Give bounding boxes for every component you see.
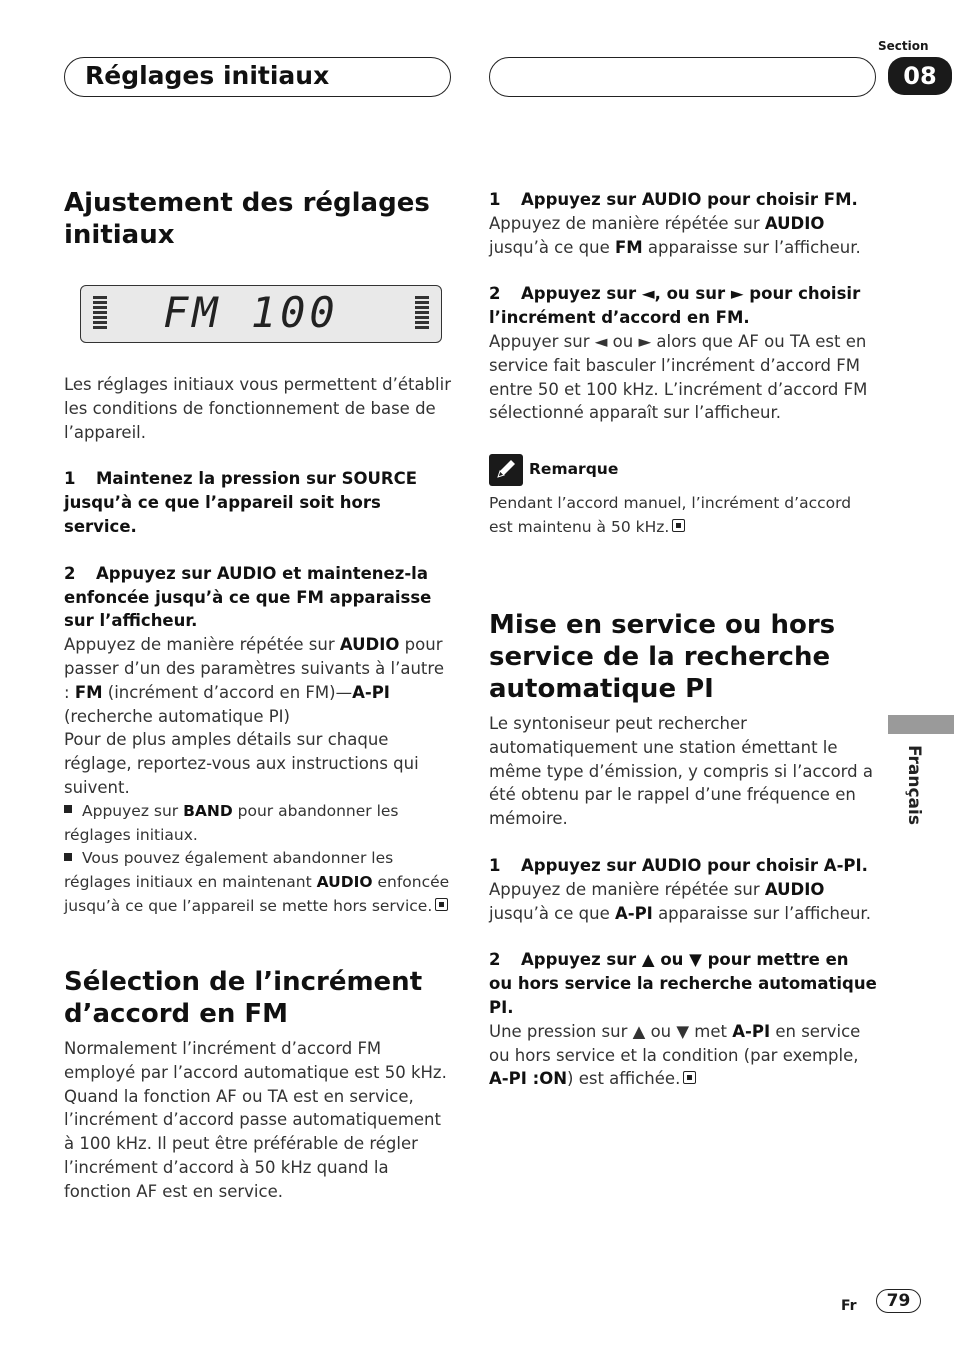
right-column-pi [489, 712, 877, 1091]
step-number: 1 [489, 855, 501, 875]
lcd-left-level-icon [91, 292, 111, 336]
end-square-icon [435, 898, 448, 911]
section-number-badge: 08 [888, 57, 952, 95]
text: Une pression sur ▲ ou ▼ met [489, 1021, 733, 1041]
lcd-text: FM 100 [163, 288, 339, 337]
end-square-icon [683, 1071, 696, 1084]
text: jusqu’à ce que [489, 903, 615, 923]
r-step-2-title [489, 282, 877, 330]
text: Vous pouvez également abandonner les réglages initiaux en maintenant [64, 849, 394, 892]
step-text: Appuyez sur AUDIO pour choisir FM. [521, 190, 858, 209]
lcd-display [80, 285, 442, 343]
note-header [489, 454, 789, 486]
text: ) est affichée. [567, 1069, 681, 1089]
step-2-paragraph-1 [64, 633, 452, 728]
heading-recherche-pi: Mise en service ou hors service de la recherche automatique PI [489, 610, 836, 704]
step-text: Maintenez la pression sur SOURCE jusqu’à ce que l’appareil soit hors service. [64, 469, 417, 536]
bullet-1 [64, 800, 452, 848]
text: pour passer d’un des paramètres suivants à l’autre : [64, 635, 444, 702]
keyword: AUDIO [764, 213, 825, 233]
keyword: AUDIO [764, 879, 825, 899]
bullet-square-icon [64, 805, 72, 813]
language-side-label: Français [904, 745, 924, 825]
keyword: FM [614, 237, 643, 257]
step-text: Appuyez sur ▲ ou ▼ pour mettre en ou hors service la recherche automatique PI. [489, 950, 877, 1017]
keyword: FM [74, 682, 103, 702]
keyword: A-PI [614, 903, 653, 923]
header-title-box [64, 57, 451, 97]
bullet-square-icon [64, 853, 72, 861]
r-step-1-paragraph [489, 212, 877, 260]
section-label: Section [878, 39, 929, 53]
pi-intro: Le syntoniseur peut rechercher automatiquement une station émettant le même type d’émission, y compris si l’accord a été obtenu par le rappel d’une fréquence en mémoire. [489, 714, 874, 829]
intro-paragraph: Les réglages initiaux vous permettent d’établir les conditions de fonctionnement de base de l’appareil. [64, 375, 452, 442]
text: (incrément d’accord en FM)— [102, 682, 353, 702]
lcd-right-level-icon [411, 292, 431, 336]
keyword: AUDIO [316, 873, 373, 892]
step-2-title [64, 562, 452, 633]
footer-lang-code: Fr [841, 1298, 857, 1314]
keyword: AUDIO [339, 635, 400, 655]
page-header-title: Réglages initiaux [85, 61, 330, 90]
bullet-2 [64, 847, 452, 918]
text: jusqu’à ce que [489, 237, 615, 257]
pencil-note-icon [489, 454, 523, 486]
step-2-paragraph-3: Pour de plus amples détails sur chaque réglage, reportez-vous aux instructions qui suivent. [64, 730, 419, 797]
text: Appuyez sur [82, 801, 184, 820]
note-label: Remarque [529, 460, 619, 478]
keyword: A-PI :ON [489, 1069, 568, 1089]
language-side-tab [888, 715, 954, 734]
note-text [489, 492, 877, 540]
step-text: Appuyez sur AUDIO et maintenez-la enfoncée jusqu’à ce que FM apparaisse sur l’afficheur. [64, 563, 432, 631]
text: apparaisse sur l’afficheur. [642, 237, 861, 257]
text: apparaisse sur l’afficheur. [652, 903, 871, 923]
heading-selection-increment: Sélection de l’incrément d’accord en FM [64, 967, 423, 1029]
text: (recherche automatique PI) [64, 706, 290, 726]
text: pour abandonner les réglages initiaux. [64, 801, 399, 844]
end-square-icon [672, 519, 685, 532]
step-text: Appuyez sur ◄, ou sur ► pour choisir l’incrément d’accord en FM. [489, 284, 861, 328]
keyword: BAND [183, 801, 233, 820]
pi-step-2-paragraph [489, 1020, 877, 1091]
text: Appuyez de manière répétée sur [64, 635, 340, 655]
text: en service ou hors service et la condition (par exemple, [489, 1021, 861, 1065]
text: Appuyez de manière répétée sur [489, 879, 765, 899]
step-text: Appuyez sur AUDIO pour choisir A-PI. [521, 855, 868, 875]
text: Pendant l’accord manuel, l’incrément d’accord est maintenu à 50 kHz. [489, 494, 852, 536]
step-number: 1 [64, 469, 76, 489]
step-1-title [64, 467, 452, 538]
fm-increment-paragraph: Normalement l’incrément d’accord FM employé par l’accord automatique est 50 kHz. Quand la fonction AF ou TA est en service, l’incrément d’accord passe automatiquement à 100 kHz. Il peut être préférable de régler l’incrément d’accord à 50 kHz quand la fonction AF est en service. [64, 1039, 447, 1201]
step-number: 2 [489, 950, 501, 970]
step-number: 2 [489, 284, 501, 304]
header-empty-box [489, 57, 876, 97]
page-number: 79 [876, 1289, 921, 1313]
r-step-2-paragraph: Appuyer sur ◄ ou ► alors que AF ou TA est en service fait basculer l’incrément d’accord FM entre 50 et 100 kHz. L’incrément d’accord FM sélectionné apparaît sur l’afficheur. [489, 331, 868, 423]
heading-ajustement: Ajustement des réglages initiaux [64, 188, 430, 250]
keyword: A-PI [732, 1021, 771, 1041]
pi-step-1-paragraph [489, 878, 877, 926]
keyword: A-PI [352, 682, 390, 702]
text: enfoncée jusqu’à ce que l’appareil se mette hors service. [64, 873, 450, 915]
right-column-top [489, 188, 877, 425]
text: Appuyez de manière répétée sur [489, 213, 765, 233]
r-step-1-title [489, 188, 877, 212]
step-number: 2 [64, 563, 76, 583]
left-column-text [64, 373, 452, 919]
step-number: 1 [489, 190, 501, 209]
pi-step-2-title [489, 948, 877, 1019]
pi-step-1-title [489, 854, 877, 878]
